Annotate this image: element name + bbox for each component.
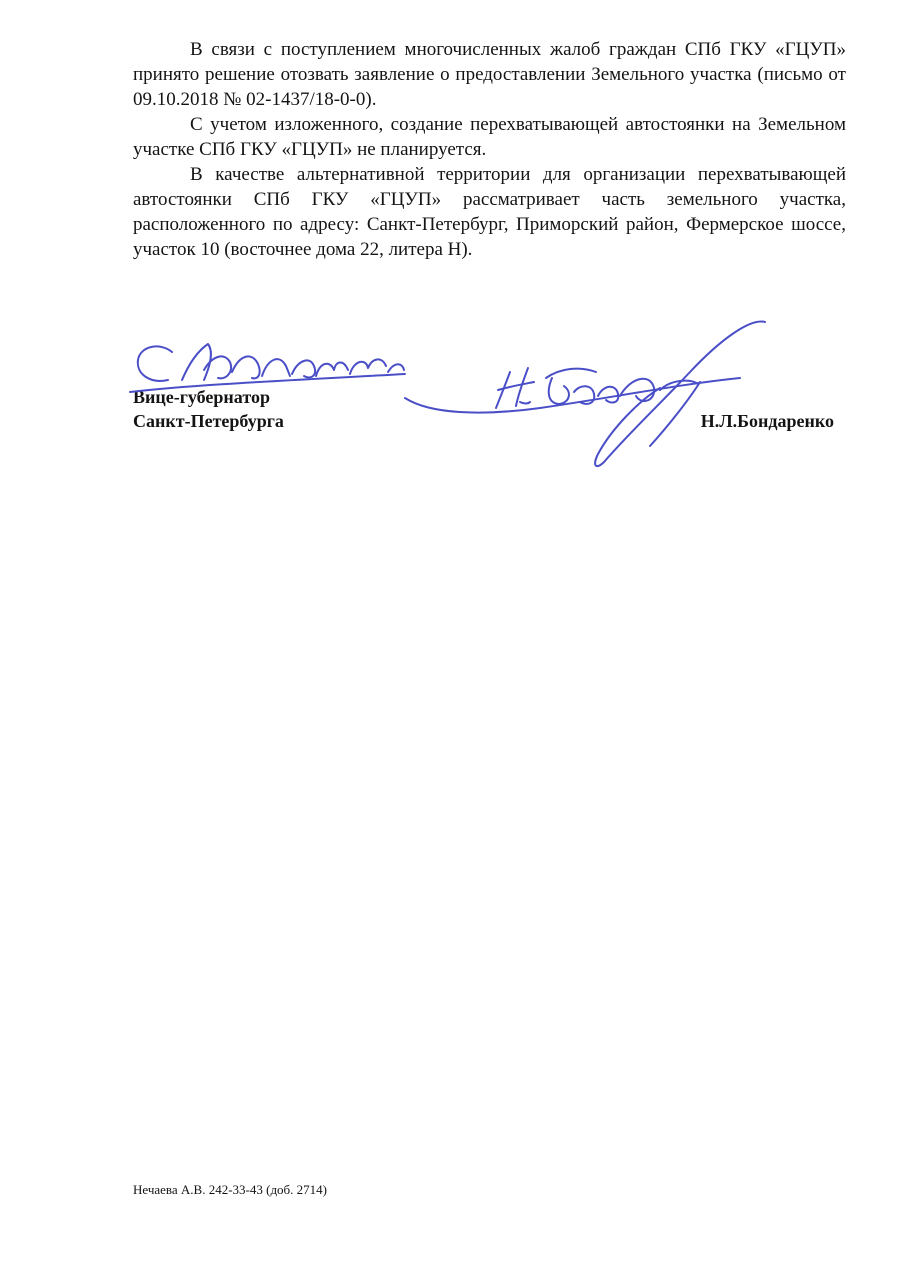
paragraph-withdrawal: В связи с поступлением многочисленных жалоб граждан СПб ГКУ «ГЦУП» принято решение отозвать заявление о предоставлении Земельного участка (письмо от 09.10.2018 № 02-1437/18-0-0). [133, 39, 846, 110]
signer-title-line2: Санкт-Петербурга [133, 411, 284, 431]
signer-title-line1: Вице-губернатор [133, 387, 270, 407]
paragraph-alternative-site: В качестве альтернативной территории для организации перехватывающей автостоянки СПб ГКУ «ГЦУП» рассматривает часть земельного участка, расположенного по адресу: Санкт-Петербург, Приморский район, Фермерское шоссе, участок 10 (восточнее дома 22, литера Н). [133, 164, 846, 260]
contact-line: Нечаева А.В. 242-33-43 (доб. 2714) [133, 1182, 328, 1197]
signer-name: Н.Л.Бондаренко [700, 411, 834, 431]
paragraph-not-planned: С учетом изложенного, создание перехватывающей автостоянки на Земельном участке СПб ГКУ «ГЦУП» не планируется. [133, 114, 846, 160]
signature-block [133, 385, 846, 445]
letter-body [133, 37, 846, 262]
signer-title [133, 385, 284, 433]
